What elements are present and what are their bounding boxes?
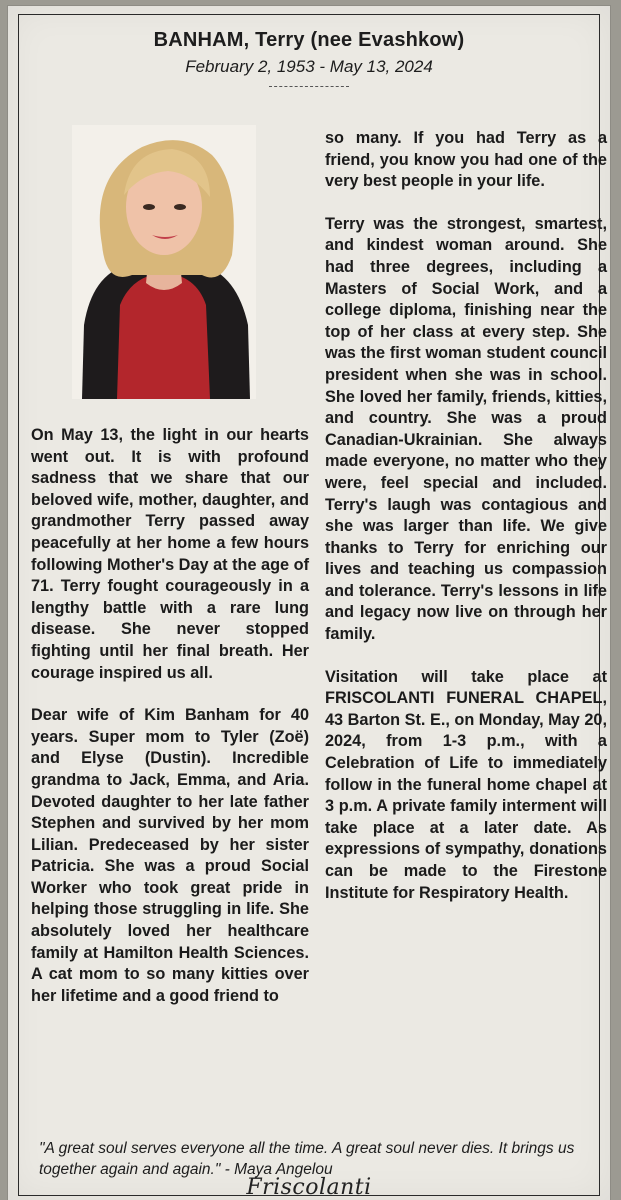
- right-text-column: [325, 128, 607, 904]
- portrait-photo: [72, 125, 256, 399]
- paragraph: Visitation will take place at FRISCOLANTI FUNERAL CHAPEL, 43 Barton St. E., on Monday, May 20, 2024, from 1-3 p.m., with a Celebration of Life to immediately follow in the funeral home chapel at 3 p.m. A private family interment will take place at a later date. As expressions of sympathy, donations can be made to the Firestone Institute for Respiratory Health.: [325, 667, 607, 902]
- funeral-home-logo: Friscolanti: [246, 1175, 372, 1200]
- paragraph: On May 13, the light in our hearts went out. It is with profound sadness that we share that our beloved wife, mother, daughter, and grandmother Terry passed away peacefully at her home a few hours following Mother's Day at the age of 71. Terry fought courageously in a lengthy battle with a rare lung disease. She never stopped fighting until her final breath. Her courage inspired us all.: [31, 426, 309, 682]
- portrait-illustration: [72, 125, 256, 399]
- paragraph: so many. If you had Terry as a friend, you know you had one of the very best people in your life.: [325, 129, 607, 191]
- paragraph: Dear wife of Kim Banham for 40 years. Super mom to Tyler (Zoë) and Elyse (Dustin). Incredible grandma to Jack, Emma, and Aria. Devoted daughter to her late father Stephen and survived by her mom Lilian. Predeceased by her sister Patricia. She was a proud Social Worker who took great pride in helping those struggling in life. She absolutely loved her healthcare family at Hamilton Health Sciences. A cat mom to so many kitties over her lifetime and a good friend to: [31, 706, 309, 1005]
- left-text-column: [31, 425, 309, 1007]
- obituary-header: [19, 29, 599, 87]
- life-dates: February 2, 1953 - May 13, 2024: [185, 57, 433, 76]
- deceased-name: BANHAM, Terry (nee Evashkow): [153, 29, 465, 51]
- obituary-frame: [18, 14, 607, 1200]
- closing-quote: "A great soul serves everyone all the time. A great soul never dies. It brings us together again and again." - Maya Angelou: [39, 1140, 575, 1178]
- newspaper-page: [8, 6, 610, 1200]
- header-divider: [269, 86, 349, 87]
- paragraph: Terry was the strongest, smartest, and kindest woman around. She had three degrees, including a Masters of Social Work, and a college diploma, finishing near the top of her class at every step. She was the first woman student council president when she was in school. She loved her family, friends, kitties, and country. She was a proud Canadian-Ukrainian. She always made everyone, no matter who they were, feel special and included. Terry's laugh was contagious and she was larger than life. We give thanks to Terry for enriching our lives and teaching us compassion and tolerance. Terry's lessons in life and legacy now live on through her family.: [325, 214, 607, 644]
